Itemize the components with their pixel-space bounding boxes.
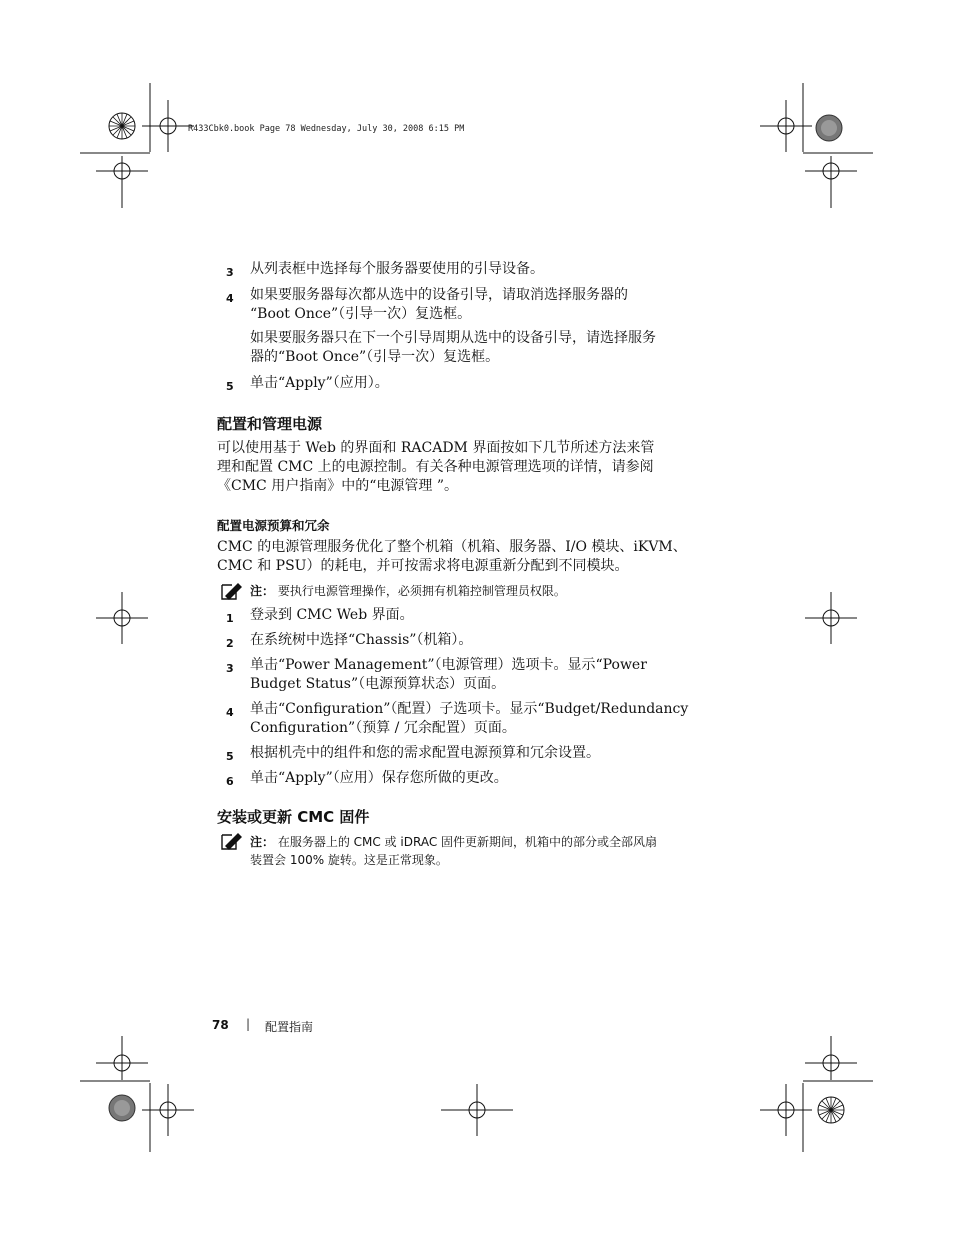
note-text: 在服务器上的 CMC 或 iDRAC 固件更新期间，机箱中的部分或全部风扇 bbox=[277, 835, 658, 849]
step-text: 单击“Apply”（应用）。 bbox=[250, 375, 389, 391]
step-text: 根据机壳中的组件和您的需求配置电源预算和冗余设置。 bbox=[250, 745, 600, 761]
print-slug: R433Cbk0.book Page 78 Wednesday, July 30, 2008 6:15 PM bbox=[188, 124, 465, 134]
note-label: 注： bbox=[250, 584, 275, 598]
step-number: 5 bbox=[226, 750, 234, 763]
note-label: 注： bbox=[250, 835, 275, 849]
step-number: 2 bbox=[226, 637, 234, 650]
step-number: 4 bbox=[226, 292, 234, 305]
step-text: 登录到 CMC Web 界面。 bbox=[250, 607, 414, 623]
step-number: 6 bbox=[226, 775, 234, 788]
step-text: Configuration”（预算 / 冗余配置）页面。 bbox=[250, 720, 516, 736]
step-number: 5 bbox=[226, 380, 234, 393]
note bbox=[250, 833, 657, 852]
step-text: Budget Status”（电源预算状态）页面。 bbox=[250, 676, 506, 692]
note-text: 装置会 100% 旋转。这是正常现象。 bbox=[250, 853, 448, 867]
running-head: 配置指南 bbox=[265, 1020, 314, 1034]
step-text: 单击“Apply”（应用）保存您所做的更改。 bbox=[250, 770, 508, 786]
subsection-heading: 配置电源预算和冗余 bbox=[217, 518, 330, 533]
body-text: 可以使用基于 Web 的界面和 RACADM 界面按如下几节所述方法来管 bbox=[217, 440, 655, 456]
step-text: 在系统树中选择“Chassis”（机箱）。 bbox=[250, 632, 473, 648]
step-paragraph: 器的“Boot Once”（引导一次）复选框。 bbox=[250, 349, 500, 365]
step-number: 4 bbox=[226, 706, 234, 719]
body-text: CMC 和 PSU）的耗电，并可按需求将电源重新分配到不同模块。 bbox=[217, 558, 629, 574]
step-text: 从列表框中选择每个服务器要使用的引导设备。 bbox=[250, 261, 544, 277]
body-text: CMC 的电源管理服务优化了整个机箱（机箱、服务器、I/O 模块、iKVM、 bbox=[217, 539, 687, 555]
step-number: 3 bbox=[226, 662, 234, 675]
step-text: 单击“Configuration”（配置）子选项卡。显示“Budget/Redundancy bbox=[250, 701, 689, 717]
step-number: 3 bbox=[226, 266, 234, 279]
step-text: “Boot Once”（引导一次）复选框。 bbox=[250, 306, 472, 322]
step-text: 如果要服务器每次都从选中的设备引导，请取消选择服务器的 bbox=[250, 287, 628, 303]
step-number: 1 bbox=[226, 612, 234, 625]
footer-separator: | bbox=[246, 1017, 251, 1031]
step-text: 单击“Power Management”（电源管理）选项卡。显示“Power bbox=[250, 657, 647, 673]
page-number: 78 bbox=[212, 1018, 229, 1032]
section-heading: 安装或更新 CMC 固件 bbox=[217, 808, 370, 826]
section-heading: 配置和管理电源 bbox=[217, 415, 323, 433]
step-paragraph: 如果要服务器只在下一个引导周期从选中的设备引导，请选择服务 bbox=[250, 330, 656, 346]
body-text: 理和配置 CMC 上的电源控制。有关各种电源管理选项的详情，请参阅 bbox=[217, 459, 654, 475]
body-text: 《CMC 用户指南》中的“电源管理 ”。 bbox=[217, 478, 458, 494]
note-text: 要执行电源管理操作，必须拥有机箱控制管理员权限。 bbox=[277, 584, 566, 598]
note bbox=[250, 582, 566, 601]
